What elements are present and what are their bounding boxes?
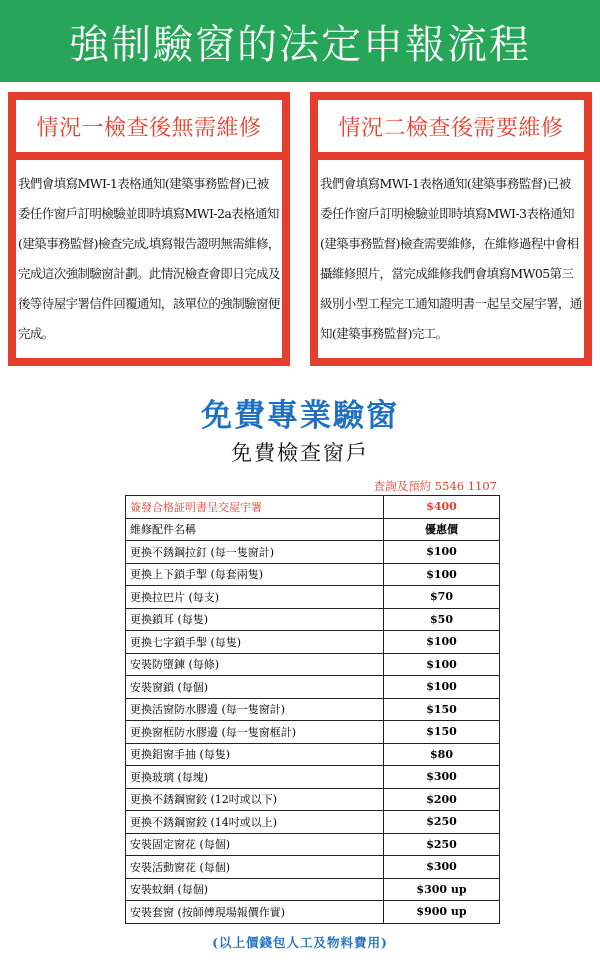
item-cell: 簽發合格証明書呈交屋宇署 — [126, 496, 384, 519]
table-row — [126, 901, 500, 924]
case-one-header — [16, 100, 282, 152]
price-cell: $300 up — [384, 878, 500, 901]
table-row — [126, 563, 500, 586]
price-cell: $150 — [384, 721, 500, 744]
item-cell: 安裝套窗 (按師傅現場報價作實) — [126, 901, 384, 924]
item-cell: 安裝固定窗花 (每個) — [126, 833, 384, 856]
case-two-text: 我們會填寫MWI-1表格通知(建築事務監督)已被委任作窗戶訂明檢驗並即時填寫MWI-3表格通知(建築事務監督)檢查需要維修，在維修過程中會相攝維修照片，當完成維修我們會填寫MW05第三級別小型工程完工通知證明書一起呈交屋宇署，通知(建築事務監督)完工。 — [320, 176, 582, 341]
case-one-title: 情況一檢查後無需維修 — [36, 115, 262, 141]
case-one-text: 我們會填寫MWI-1表格通知(建築事務監督)已被委任作窗戶訂明檢驗並即時填寫MWI-2a表格通知(建築事務監督)檢查完成,填寫報告證明無需維修，完成這次強制驗窗計劃。此情況檢查會即日完成及後等待屋宇署信件回覆通知，該單位的強制驗窗便完成。 — [18, 176, 280, 341]
item-cell: 安裝防墮鍊 (每條) — [126, 653, 384, 676]
item-cell: 安裝活動窗花 (每個) — [126, 856, 384, 879]
table-row — [126, 676, 500, 699]
item-cell: 更換鎖耳 (每隻) — [126, 608, 384, 631]
table-row — [126, 608, 500, 631]
table-row — [126, 788, 500, 811]
case-two-header — [318, 100, 584, 152]
item-cell: 安裝蚊網 (每個) — [126, 878, 384, 901]
item-cell: 更換活窗防水膠邊 (每一隻窗計) — [126, 698, 384, 721]
item-cell: 更換鋁窗手抽 (每隻) — [126, 743, 384, 766]
item-cell: 更換玻璃 (每塊) — [126, 766, 384, 789]
case-two-panel — [310, 92, 592, 366]
price-table — [125, 495, 500, 924]
table-row — [126, 833, 500, 856]
table-row — [126, 856, 500, 879]
table-row — [126, 698, 500, 721]
item-cell: 更換拉巴片 (每支) — [126, 586, 384, 609]
price-cell: $400 — [384, 496, 500, 519]
price-cell: $50 — [384, 608, 500, 631]
price-cell: $250 — [384, 811, 500, 834]
item-cell: 更換不銹鋼窗鉸 (14吋或以上) — [126, 811, 384, 834]
table-row — [126, 541, 500, 564]
page-title: 強制驗窗的法定申報流程 — [69, 21, 531, 68]
price-cell: $300 — [384, 766, 500, 789]
price-cell: 優惠價 — [384, 518, 500, 541]
price-cell: $100 — [384, 541, 500, 564]
table-row-certificate — [126, 496, 500, 519]
table-row — [126, 766, 500, 789]
price-cell: $100 — [384, 631, 500, 654]
price-cell: $900 up — [384, 901, 500, 924]
price-cell: $100 — [384, 653, 500, 676]
price-cell: $80 — [384, 743, 500, 766]
header-banner — [0, 0, 600, 82]
case-one-panel — [8, 92, 290, 366]
item-cell: 更換上下鎖手掣 (每套兩隻) — [126, 563, 384, 586]
case-one-body — [16, 160, 282, 358]
case-two-title: 情況二檢查後需要維修 — [338, 115, 564, 141]
item-cell: 安裝窗鎖 (每個) — [126, 676, 384, 699]
table-row — [126, 653, 500, 676]
price-cell: $100 — [384, 563, 500, 586]
price-cell: $300 — [384, 856, 500, 879]
item-cell: 更換七字鎖手掣 (每隻) — [126, 631, 384, 654]
table-row — [126, 631, 500, 654]
item-cell: 維修配件名稱 — [126, 518, 384, 541]
case-two-body — [318, 160, 584, 358]
contact-line[interactable]: 查詢及預約 5546 1107 — [373, 479, 497, 493]
price-cell: $150 — [384, 698, 500, 721]
promo-subtitle: 免費檢查窗戶 — [231, 441, 369, 465]
price-cell: $100 — [384, 676, 500, 699]
price-cell: $200 — [384, 788, 500, 811]
table-row — [126, 721, 500, 744]
table-row — [126, 586, 500, 609]
price-footnote: (以上價錢包人工及物料費用) — [212, 935, 388, 950]
table-row — [126, 743, 500, 766]
table-header-row — [126, 518, 500, 541]
item-cell: 更換不銹鋼窗鉸 (12吋或以下) — [126, 788, 384, 811]
table-row — [126, 811, 500, 834]
item-cell: 更換窗框防水膠邊 (每一隻窗框計) — [126, 721, 384, 744]
promo-title: 免費專業驗窗 — [201, 398, 399, 434]
item-cell: 更換不銹鋼拉釘 (每一隻窗計) — [126, 541, 384, 564]
price-cell: $70 — [384, 586, 500, 609]
price-cell: $250 — [384, 833, 500, 856]
table-row — [126, 878, 500, 901]
price-table-body — [126, 496, 500, 924]
